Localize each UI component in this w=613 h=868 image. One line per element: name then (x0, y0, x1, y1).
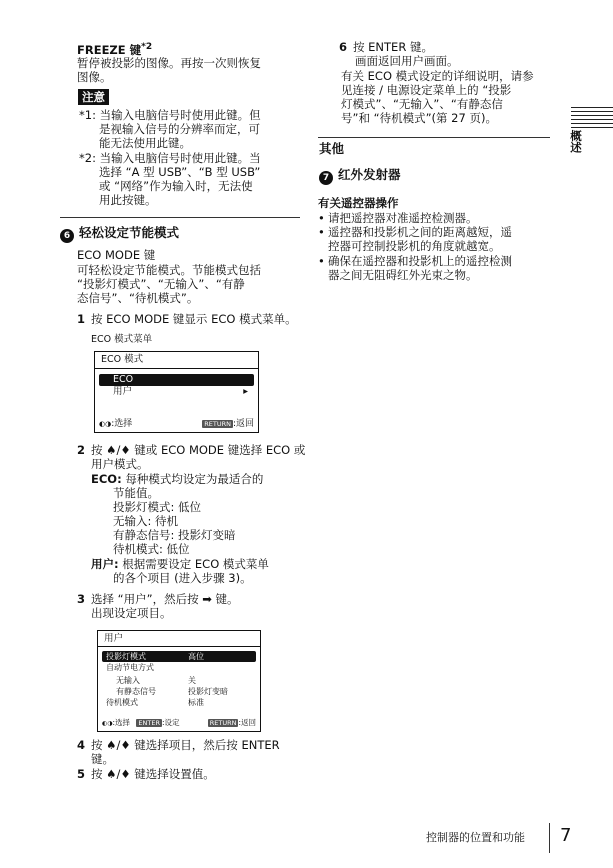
return-key-icon: RETURN (209, 719, 237, 727)
user-menu-row-lamp-mode[interactable]: 投影灯模式 高位 (102, 651, 256, 662)
user-label-line: 用户: 根据需要设定 ECO 模式菜单 (91, 557, 269, 571)
note2-line1: *2: 当输入电脑信号时使用此键。当 (79, 151, 261, 165)
note1-line1: *1: 当输入电脑信号时使用此键。但 (79, 108, 261, 122)
page-number: 7 (560, 825, 572, 846)
section6-number: 6 (60, 229, 74, 243)
user-label-line2: 的各个项目 (进入步骤 3)。 (113, 571, 252, 585)
others-divider (318, 137, 550, 138)
eco-value-2: 无输入: 待机 (113, 514, 179, 528)
step5: 5 按 ♠/♦ 键选择设置值。 (77, 767, 215, 781)
step1: 1 按 ECO MODE 键显示 ECO 模式菜单。 (77, 312, 297, 326)
step6-desc-4: 号”和 “待机模式”(第 27 页)。 (341, 111, 497, 125)
step3-line2: 出现设定项目。 (91, 606, 172, 620)
eco-value-3: 有静态信号: 投影灯变暗 (113, 528, 236, 542)
footer-divider (549, 823, 550, 853)
freeze-key-title: FREEZE 键$^{*2}$ (77, 42, 153, 57)
eco-desc-3: 态信号”、“待机模式”。 (77, 291, 199, 305)
eco-mode-menu (94, 351, 259, 433)
eco-menu-caption: ECO 模式菜单 (91, 334, 153, 345)
eco-menu-item-user[interactable]: 用户 ▸ (113, 386, 248, 397)
bullet3-line1: • 确保在遥控器和投影机上的遥控检测 (318, 254, 512, 268)
user-menu-row-standby[interactable]: 待机模式 标准 (106, 698, 204, 707)
user-menu-row-no-input[interactable]: 无输入 关 (116, 676, 196, 685)
section-divider (60, 217, 300, 218)
enter-key-icon: ENTER (138, 719, 160, 727)
step2-line1: 2 按 ♠/♦ 键或 ECO MODE 键选择 ECO 或 (77, 443, 306, 457)
eco-menu-title: ECO 模式 (101, 354, 144, 365)
others-title: 其他 (319, 141, 345, 156)
step6-desc-3: 灯模式”、“无输入”、“有静态信 (341, 97, 503, 111)
bullet2-line1: • 遥控器和投影机之间的距离越短，遥 (318, 225, 512, 239)
eco-menu-footer: ◐◑:选择 RETURN :返回 (99, 419, 254, 429)
eco-value-4: 待机模式: 低位 (113, 542, 190, 556)
remote-title: 有关遥控器操作 (318, 196, 399, 210)
user-menu-row-static-signal[interactable]: 有静态信号 投影灯变暗 (116, 687, 228, 696)
arrow-right-icon: ▸ (243, 386, 248, 397)
eco-label-line2: 节能值。 (113, 486, 159, 500)
user-menu-row-auto-power[interactable]: 自动节电方式 (106, 663, 154, 672)
step6: 6 按 ENTER 键。 (339, 40, 433, 54)
freeze-desc-2: 图像。 (77, 70, 112, 84)
note-tag: 注意 (78, 89, 109, 105)
side-tab-lines (571, 107, 613, 131)
user-menu-footer: ◐◑:选择 ENTER :设定 RETURN :返回 (102, 718, 256, 727)
eco-label-line: ECO: 每种模式均设定为最适合的 (91, 472, 264, 486)
section7-number: 7 (319, 171, 333, 185)
user-menu-title: 用户 (104, 633, 124, 644)
bullet3-line2: 器之间无阻碍红外光束之物。 (328, 268, 478, 282)
section7-heading: 7 红外发射器 (319, 168, 401, 185)
note2-line3: 或 “网络”作为输入时，无法使 (99, 179, 253, 193)
note2-line2: 选择 “A 型 USB”、“B 型 USB” (99, 165, 261, 179)
note1-line3: 能无法使用此键。 (99, 136, 191, 150)
eco-menu-item-eco[interactable]: ECO (99, 374, 254, 386)
step6-sub: 画面返回用户画面。 (355, 54, 459, 68)
note2-line4: 用此按键。 (99, 193, 157, 207)
step4-line1: 4 按 ♠/♦ 键选择项目，然后按 ENTER (77, 738, 280, 752)
freeze-desc-1: 暂停被投影的图像。再按一次则恢复 (77, 56, 261, 70)
eco-desc-1: 可轻松设定节能模式。节能模式包括 (77, 263, 261, 277)
footer-section-name: 控制器的位置和功能 (426, 831, 525, 844)
step2-line2: 用户模式。 (91, 457, 149, 471)
eco-key-title: ECO MODE 键 (77, 248, 156, 262)
section6-heading: 6 轻松设定节能模式 (60, 226, 179, 243)
joystick-icon: ◐◑ (102, 720, 113, 727)
user-menu (97, 630, 261, 732)
step3-line1: 3 选择 “用户”，然后按 ➡ 键。 (77, 592, 239, 606)
eco-desc-2: “投影灯模式”、“无输入”、“有静 (77, 277, 245, 291)
eco-value-1: 投影灯模式: 低位 (113, 500, 202, 514)
joystick-icon: ◐◑ (99, 420, 112, 428)
return-key-icon: RETURN (204, 420, 231, 428)
side-tab-label: 概述 (569, 130, 583, 153)
step6-desc-1: 有关 ECO 模式设定的详细说明，请参 (341, 69, 534, 83)
step6-desc-2: 见连接 / 电源设定菜单上的 “投影 (341, 83, 512, 97)
note1-line2: 是视输入信号的分辨率而定，可 (99, 122, 260, 136)
step4-line2: 键。 (91, 752, 114, 766)
bullet1: • 请把遥控器对准遥控检测器。 (318, 211, 478, 225)
bullet2-line2: 控器可控制投影机的角度就越宽。 (328, 239, 501, 253)
